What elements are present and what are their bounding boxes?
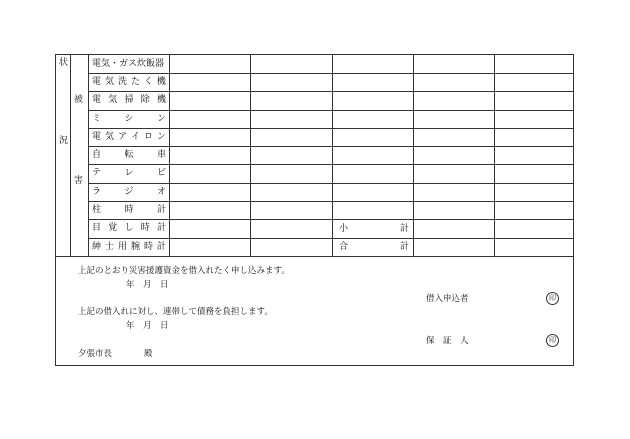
total-label: 合 計	[339, 242, 409, 252]
application-form	[55, 54, 574, 366]
grid-line	[88, 55, 89, 256]
item-label: 電 気 ア イ ロ ン	[92, 132, 166, 142]
item-label: 自 転 車	[92, 150, 166, 160]
applicant-label: 借入申込者	[426, 294, 469, 304]
grid-line	[250, 55, 251, 256]
guarantor-label: 保 証 人	[426, 336, 469, 346]
item-label: 柱 時 計	[92, 205, 166, 215]
grid-line	[169, 55, 170, 256]
item-label: 電 気 掃 除 機	[92, 95, 166, 105]
guarantee-statement: 上記の借入れに対し、連帯して債務を負担します。	[78, 307, 273, 317]
item-label: 電気・ガス炊飯器	[92, 59, 165, 69]
date-line-1: 年 月 日	[126, 280, 169, 290]
item-label: 目 覚 し 時 計	[92, 223, 166, 233]
item-label: ラ ジ オ	[92, 187, 166, 197]
item-label: 紳 士 用 腕 時 計	[92, 242, 166, 252]
grid-line	[332, 55, 333, 256]
grid-line	[70, 55, 71, 256]
status-label-2: 況	[59, 136, 69, 146]
addressee: 夕張市長	[78, 349, 113, 359]
honorific: 殿	[144, 349, 153, 359]
item-label: テ レ ビ	[92, 168, 166, 178]
loan-statement: 上記のとおり災害援護資金を借入れたく申し込みます。	[78, 266, 290, 276]
seal-icon: 印	[546, 292, 559, 305]
date-line-2: 年 月 日	[126, 321, 169, 331]
seal-icon: 印	[546, 334, 559, 347]
damage-label-1: 被	[74, 95, 84, 105]
item-label: ミ シ ン	[92, 114, 166, 124]
grid-line	[413, 55, 414, 256]
subtotal-label: 小 計	[339, 224, 409, 234]
item-label: 電 気 洗 た く 機	[92, 77, 166, 87]
damage-label-2: 害	[74, 176, 84, 186]
damage-table	[56, 55, 573, 257]
status-label-1: 状	[59, 58, 69, 68]
grid-line	[494, 55, 495, 256]
